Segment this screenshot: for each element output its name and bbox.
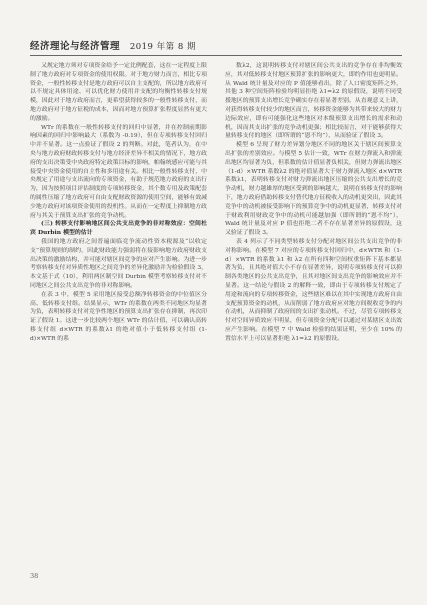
paragraph: 数λ2，这说明转移支付对辖区间公共支出的竞争存在非均衡效应，其对低转移支付地区预算扩张的影响更大，即约作用也更明显。从 Wald 统计量及对应的 P 值能够看出，除了人口密度矩阵之外，其他 3 种空间矩阵检验均明显拒绝 λ1=λ2 的原假设，说明不同受援地区的预算支出增长竞争确实存在着显著差别。从直观意义上讲，对获得转移支付较少的地区而言，转移资金能够为其带来较大的财力边际效应，即有可能强化这些地区对本级预算支出增长的需求和动机，因而其支出扩张的竞争动机更强；相比较而言，对于能够获得大量转移支付的地区（即所谓的“恩不均”），从而验证了假设 3。 bbox=[225, 63, 402, 140]
header-rule bbox=[30, 55, 402, 56]
section-heading: (三) 转移支付影响地区间公共支出竞争的非对称效应：空间杜宾 Durbin 模型的估计 bbox=[30, 220, 207, 237]
paragraph: 我国的地方政府之间普遍面临竞争流动性资本税源及“以收定支”预算规则的制约，因此财政能力强弱将在接影响地方政府财政支出决策的激励结构，并可能对辖区间竞争的应对产生影响。为进一步考察转移支付对异质性地区之间竞争的差异化激励并为检验假设 3，本文基于式（10），利用两区制空间 Durbin 模型考察转移支付对不同地区之间公共支出竞争的非对称影响。 bbox=[30, 238, 207, 289]
right-column bbox=[225, 62, 402, 572]
paragraph: WTr 的系数在一般性转移支付的回归中显著，并在控制前期影响因素的回归中影响最大（系数为 -0.19），但在专项转移支付回归中并不显著。这一点验证了假设 2 的判断。对此，笔者认为，在中央与地方政府财政转移支付与地方经济差异不相关的情况下，地方政府的支出决策受中央政府特定政策目标的影响，帕翰统感应可能与其接受中央资金使用的自主性和多用途有关。相比一般性转移支付，中央规定了用途与支出流向的专项资金，有助于规范地方政府的支出行为，因为按照项目评估制度的专项转移资金，其个数专用及政策配套的属性压缩了地方政府可自由支配财政资源的使用空间，能够有效减少地方政府对该项资金使用的投机性。从而在一定程度上抑制地方政府与其关于预算支出扩张的竞争动机。 bbox=[30, 124, 207, 219]
left-column bbox=[30, 62, 207, 572]
running-header bbox=[30, 38, 402, 54]
journal-title: 经济理论与经济管理 bbox=[30, 41, 121, 52]
paragraph: 表 4 列示了不同类型转移支付分配对地区间公共支出竞争的非对称影响。在模型 7 对应的专项转移支付回归中，d×WTR 和（1-d）×WTR 的系数 λ1 和 λ2 在所有四种空间权重矩阵下基本都显著为负，且其绝对值大小不存在显著差异，说明专项转移支付可以抑制各类地区的公共支出竞争，且其对地区间支出竞争的影响效应并不显著。这一结论与假设 2 的解释一致，即由于专项转移支付规定了用途和流向的专项转移资金，这些辖区难以在其中实现地方政府自由支配预算资金的动机，从而削弱了地方政府应对地方间税收竞争的内在动机，从而抑制了政府间的支出扩张动机。不过，尽管专项转移支付对空间异质效应不明显，但专项资金分配可以通过对某辖区支出效应产生影响。在模型 7 中 Wald 检验的结果证明，至少在 10% 的置信水平上可以显著拒绝 λ1=λ2 的原假设。 bbox=[225, 238, 402, 342]
paragraph: 模型 6 呈现了财力差异划分地区不同的地区关于辖区间预算支出扩张的差别效应。与模型 5 估计一致，WTr 在财力弹流入和弹流出地区均显著为负，但系数的估计值显著负相关，但财力弹流出地区（1-d）×WTR 系数λ2 的绝对值显著大于财力弹流入地区 d×WTR 系数λ1，表明转移支付对财力弹流出地区压缩的公共支出增长的竞争动机，财力越雄厚的地区受到的影响越大，说明在转移支付的影响下，地方政府借助转移支付替代地方征税收入的动机更突出，因此其竞争中的动机被接受影响下的预算竞争中的动机更显著，转移支付对于财政利用财政竞争中的动机可能越加强（即所谓的“恩不均”），Wald 统计量及对应 P 值也拒绝二者不存在显著差异的原假设，这又验证了假设 3。 bbox=[225, 142, 402, 237]
paragraph: 在表 3 中，模型 5 采用地区接受总额净转移资金的中位值区分高、低转移支付组。结果显示，WTr 的系数在两类不同地区均显著为负，表明转移支付对竞争性地区的预算支出扩张存在抑制，再次印证了假设 1。这进一步比较两个地区 WTr 的估计值，可以确认高转移支付组 d×WTR 的系数λ1 的绝对值小于低转移支付组 (1-d)×WTR 的系 bbox=[30, 291, 207, 342]
page-number: 38 bbox=[30, 572, 39, 580]
issue-label: 2019 年第 8 期 bbox=[129, 42, 196, 52]
paragraph: 又规定地方须对专项资金给予一定比例配套，这在一定程度上限制了地方政府对专项资金的使用权限。对于地方财力而言，相比专项资金，一般性转移支付是地方政府可以自主支配的，所以地方政府可以不规定具体用途、可以优化财力使用并支配的均衡性转移支付规模，因此对于地方政府而言，更希望获得较多的一般性转移支付，而地方政府对于地方征税的成本，因而对地方预算扩张程度显然有更大的激励。 bbox=[30, 63, 207, 122]
